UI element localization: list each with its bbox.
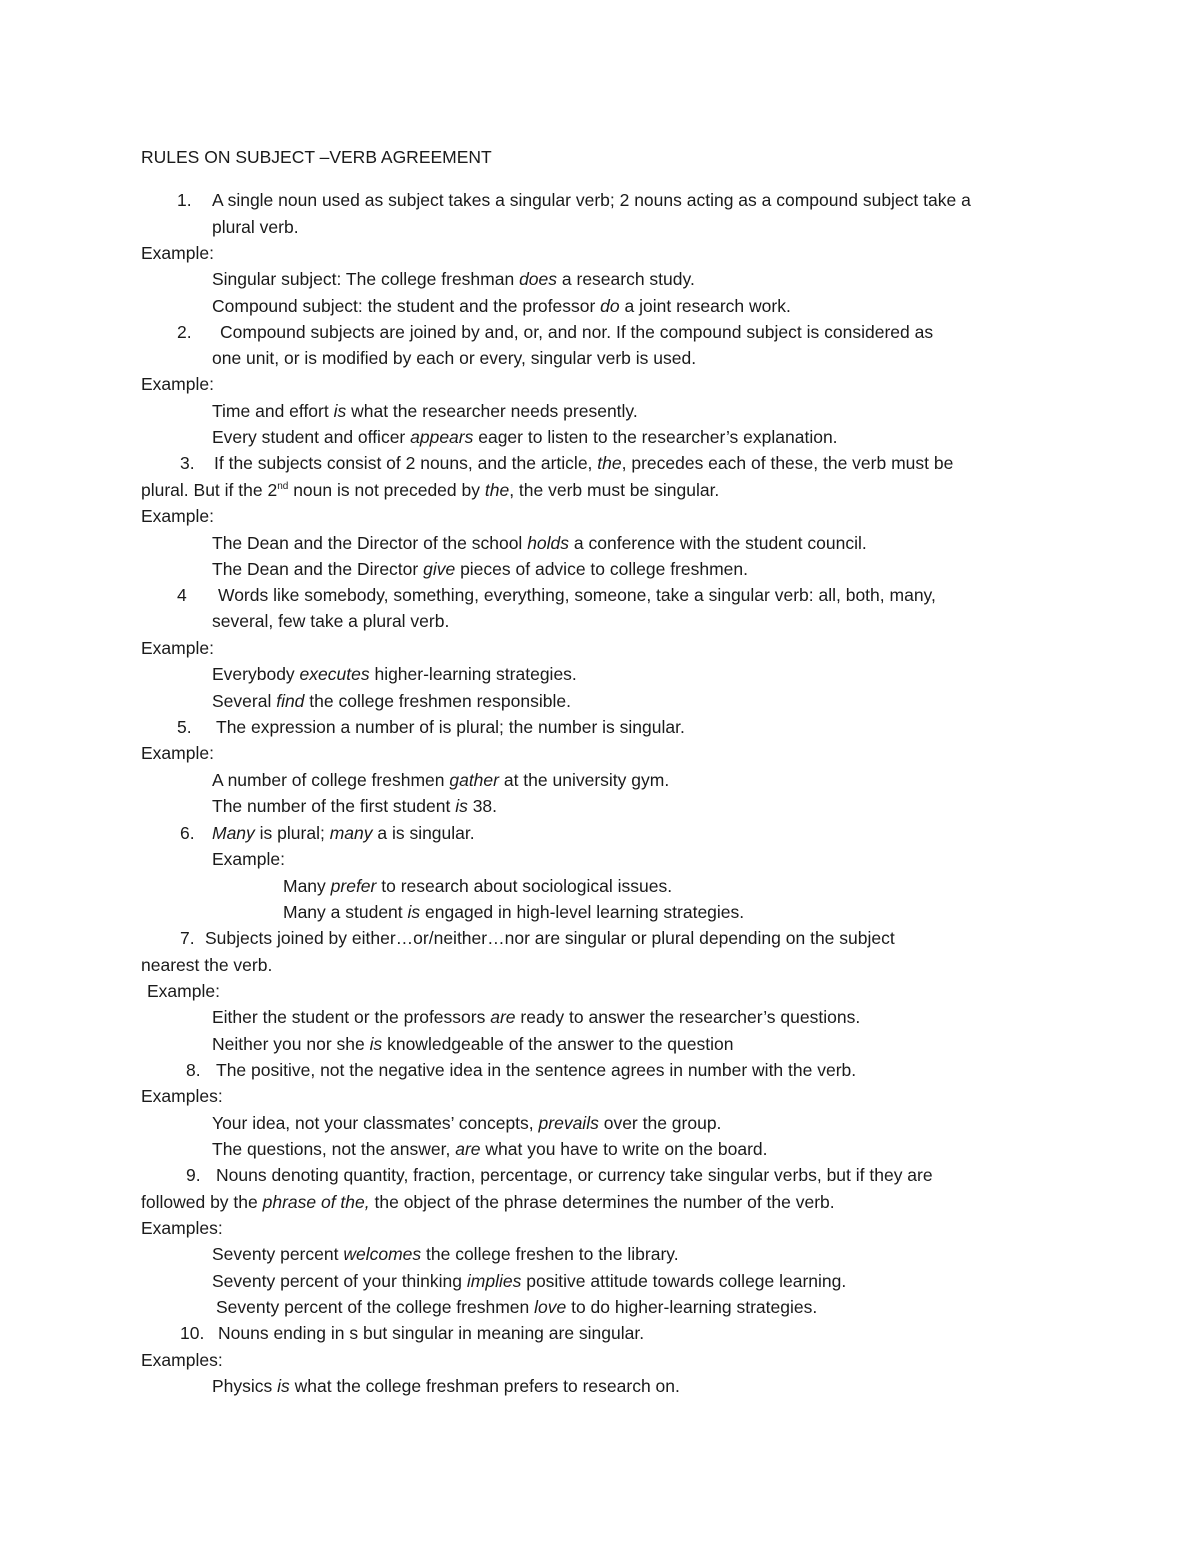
rule-9-number: 9. [186,1165,201,1185]
rule-6-text-line-1: Many is plural; many a is singular. [212,823,475,843]
rule-2-text-line-2: one unit, or is modified by each or every, singular verb is used. [212,348,697,368]
rule-8-text-line-1: The positive, not the negative idea in the sentence agrees in number with the verb. [216,1060,857,1080]
rule-3-text-line-2: plural. But if the 2nd noun is not preceded by the, the verb must be singular. [141,480,720,500]
rule-1-number: 1. [177,190,192,210]
rule-8-example-1: Your idea, not your classmates’ concepts, prevails over the group. [212,1113,722,1133]
rule-7-number: 7. [180,928,195,948]
rule-1-text-line-1: A single noun used as subject takes a singular verb; 2 nouns acting as a compound subject take a [212,190,971,210]
rule-9-text-line-2: followed by the phrase of the, the object of the phrase determines the number of the verb. [141,1192,835,1212]
rule-10-text-line-1: Nouns ending in s but singular in meaning are singular. [218,1323,645,1343]
rule-7-example-label: Example: [147,981,220,1001]
rule-5-example-2: The number of the first student is 38. [212,796,498,816]
rule-3-example-1: The Dean and the Director of the school holds a conference with the student council. [212,533,867,553]
rule-5-example-1: A number of college freshmen gather at the university gym. [212,770,670,790]
rule-4-text-line-1: Words like somebody, something, everything, someone, take a singular verb: all, both, many, [218,585,936,605]
rule-4-example-2: Several find the college freshmen responsible. [212,691,571,711]
rule-3-text-line-1: If the subjects consist of 2 nouns, and the article, the, precedes each of these, the verb must be [214,453,954,473]
rule-1-example-2: Compound subject: the student and the professor do a joint research work. [212,296,791,316]
rule-7-example-1: Either the student or the professors are ready to answer the researcher’s questions. [212,1007,861,1027]
rule-9-example-1: Seventy percent welcomes the college freshen to the library. [212,1244,679,1264]
rule-4-example-1: Everybody executes higher-learning strategies. [212,664,577,684]
rule-4-text-line-2: several, few take a plural verb. [212,611,450,631]
rule-2-number: 2. [177,322,192,342]
rule-10-number: 10. [180,1323,205,1343]
rule-7-text-line-2: nearest the verb. [141,955,273,975]
rule-9-example-2: Seventy percent of your thinking implies positive attitude towards college learning. [212,1271,847,1291]
rule-4-example-label: Example: [141,638,214,658]
rule-3-number: 3. [180,453,195,473]
rule-1-text-line-2: plural verb. [212,217,299,237]
rule-8-number: 8. [186,1060,201,1080]
rule-2-example-1: Time and effort is what the researcher needs presently. [212,401,638,421]
rule-9-example-label: Examples: [141,1218,223,1238]
document-title: RULES ON SUBJECT –VERB AGREEMENT [141,147,492,167]
rule-1-example-1: Singular subject: The college freshman does a research study. [212,269,695,289]
rule-6-example-1: Many prefer to research about sociological issues. [283,876,673,896]
rule-7-text-line-1: Subjects joined by either…or/neither…nor are singular or plural depending on the subject [205,928,895,948]
rule-6-example-label: Example: [212,849,285,869]
rule-5-number: 5. [177,717,192,737]
rule-8-example-2: The questions, not the answer, are what you have to write on the board. [212,1139,768,1159]
rule-9-text-line-1: Nouns denoting quantity, fraction, percentage, or currency take singular verbs, but if they are [216,1165,933,1185]
rule-2-example-label: Example: [141,374,214,394]
rule-7-example-2: Neither you nor she is knowledgeable of the answer to the question [212,1034,734,1054]
rule-4-number: 4 [177,585,187,605]
rule-5-text-line-1: The expression a number of is plural; the number is singular. [216,717,685,737]
rule-9-example-3: Seventy percent of the college freshmen love to do higher-learning strategies. [216,1297,818,1317]
rule-10-example-1: Physics is what the college freshman prefers to research on. [212,1376,680,1396]
rule-5-example-label: Example: [141,743,214,763]
rule-8-example-label: Examples: [141,1086,223,1106]
rule-2-example-2: Every student and officer appears eager to listen to the researcher’s explanation. [212,427,838,447]
rule-2-text-line-1: Compound subjects are joined by and, or, and nor. If the compound subject is considered as [220,322,934,342]
rule-3-example-label: Example: [141,506,214,526]
rule-10-example-label: Examples: [141,1350,223,1370]
rule-3-example-2: The Dean and the Director give pieces of advice to college freshmen. [212,559,749,579]
rule-1-example-label: Example: [141,243,214,263]
rule-6-number: 6. [180,823,195,843]
rule-6-example-2: Many a student is engaged in high-level learning strategies. [283,902,745,922]
